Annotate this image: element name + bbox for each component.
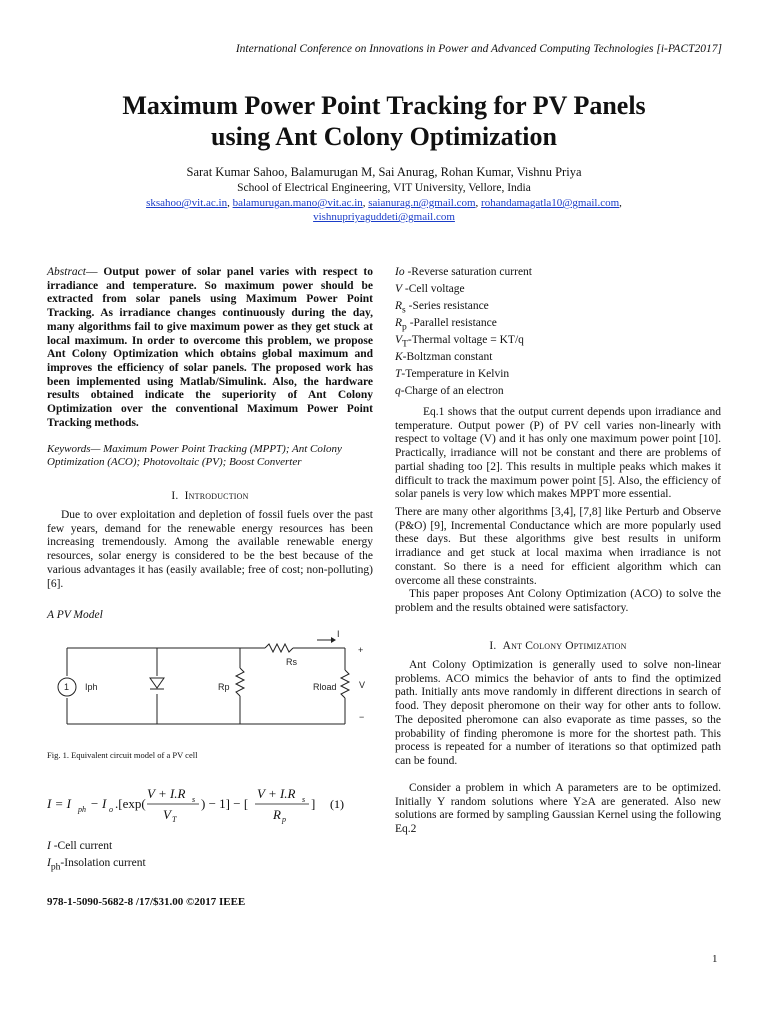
- isbn-footer: 978-1-5090-5682-8 /17/$31.00 ©2017 IEEE: [47, 896, 246, 908]
- rs-resistor-icon: [265, 644, 293, 652]
- title-line-1: Maximum Power Point Tracking for PV Panels: [122, 91, 646, 120]
- paragraph-aco-description: Ant Colony Optimization is generally used to solve non-linear problems. ACO mimics the behavior of ants to find the optimized path. Initially ants move randomly in different directions in search of food. They deposit pheromone on their way for other ants to follow. The deposited pheromone can also evaporate as time passes, so the probability of finding pheromone is more for the shortest path. This process is repeated for a number of iterations so that optimized path can be found.: [395, 659, 721, 767]
- rload-label: Rload: [313, 682, 337, 692]
- abstract-text: Output power of solar panel varies with respect to irradiance and temperature. So maximum power should be extracted from solar panels using Maximum Power Point Tracking. As irradiance changes continuously during the day, many algorithms fail to give maximum power as they get stuck at local maximum. In order to overcome this problem, we propose Ant Colony Optimization which obtains global maximum and improves the efficiency of solar panels. The proposed work has been implemented using Matlab/Simulink. Also, the hardware results obtained indicate the superiority of Ant Colony Optimization over the conventional Maximum Power Point Tracking methods.: [47, 266, 374, 429]
- minus-label: −: [359, 712, 365, 722]
- email-link[interactable]: balamurugan.mano@vit.ac.in: [232, 197, 363, 209]
- svg-text:) − 1] − [: ) − 1] − [: [201, 796, 249, 811]
- variable-item: q-Charge of an electron: [395, 385, 504, 397]
- variable-item: V -Cell voltage: [395, 283, 465, 295]
- affiliation: School of Electrical Engineering, VIT University, Vellore, India: [237, 182, 531, 194]
- author-list: Sarat Kumar Sahoo, Balamurugan M, Sai Anurag, Rohan Kumar, Vishnu Priya: [186, 165, 582, 179]
- section-title: Ant Colony Optimization: [502, 640, 627, 652]
- equation-number: (1): [330, 797, 344, 811]
- subsection-pv-model: A PV Model: [47, 609, 103, 621]
- current-label: I: [337, 629, 340, 639]
- variable-item: I -Cell current: [47, 840, 113, 852]
- rp-label: Rp: [218, 682, 230, 692]
- title-line-2: using Ant Colony Optimization: [210, 122, 557, 151]
- variable-item: $V_T$-Thermal voltage = KT/q: [395, 334, 524, 350]
- diode-icon: [150, 678, 164, 688]
- svg-text:T: T: [172, 815, 177, 824]
- variable-item: $I_{ph}$-Insolation current: [47, 857, 146, 873]
- svg-text:R: R: [273, 807, 281, 822]
- email-link[interactable]: vishnupriyaguddeti@gmail.com: [313, 211, 455, 223]
- variable-item: T-Temperature in Kelvin: [395, 368, 510, 380]
- svg-text:ph: ph: [78, 805, 86, 814]
- section-number: I.: [489, 640, 497, 652]
- rload-resistor-icon: [341, 670, 349, 698]
- section-heading-introduction: [47, 490, 373, 504]
- iph-label: Iph: [85, 682, 98, 692]
- svg-text:I = I: I = I: [47, 796, 71, 811]
- conference-header: International Conference on Innovations in Power and Advanced Computing Technologies [i-PACT2017]: [235, 43, 722, 55]
- section-heading-aco: [395, 640, 721, 654]
- page-number: 1: [712, 953, 718, 965]
- svg-text:V: V: [163, 807, 171, 822]
- svg-text:.[exp(: .[exp(: [115, 796, 146, 811]
- abstract-label: Abstract: [47, 266, 86, 278]
- section-number: I.: [171, 490, 179, 502]
- introduction-paragraph: Due to over exploitation and depletion of fossil fuels over the past few years, demand for the renewable energy resources has been increasing tremendously. Among the available renewable energy resources, solar energy is considered to be the best because of the various advantages it has (easily available; free of cost; non-polluting) [6].: [47, 509, 373, 590]
- plus-label: +: [358, 645, 364, 655]
- svg-text:p: p: [282, 815, 286, 824]
- paper-title: [0, 90, 768, 152]
- section-title: Introduction: [184, 490, 249, 502]
- svg-text:s: s: [192, 795, 196, 804]
- pv-circuit-diagram: [55, 628, 375, 738]
- svg-text:V + I.R: V + I.R: [147, 786, 186, 801]
- email-list: sksahoo@vit.ac.in, balamurugan.mano@vit.ac.in, saianurag.n@gmail.com, rohandamagatla10@gmail.com, vishnupriyaguddeti@gmail.com: [146, 197, 622, 223]
- variable-item: Io -Reverse saturation current: [395, 266, 532, 278]
- svg-text:]: ]: [311, 796, 316, 811]
- variable-list-right: [395, 266, 721, 402]
- svg-text:V + I.R: V + I.R: [257, 786, 296, 801]
- paragraph-other-algorithms: There are many other algorithms [3,4], [7,8] like Perturb and Observe (P&O) [9], Incremental Conductance which are more popularly used these days. But these algorithms give best results in uniform irradiance and get stuck at local maxima when irradiance is not constant. So there is a need for efficient algorithm which can overcome all these constraints.: [395, 506, 721, 587]
- variable-list-left: [47, 840, 373, 874]
- email-link[interactable]: saianurag.n@gmail.com: [368, 197, 476, 209]
- email-link[interactable]: sksahoo@vit.ac.in: [146, 197, 228, 209]
- email-link[interactable]: rohandamagatla10@gmail.com: [481, 197, 620, 209]
- rs-label: Rs: [286, 657, 297, 667]
- svg-text:s: s: [302, 795, 306, 804]
- paragraph-eq1-discussion: Eq.1 shows that the output current depends upon irradiance and temperature. Output power (P) of PV cell varies non-linearly with respect to voltage (V) and it has only one maximum power point [10]. Practically, irradiance will not be constant and there are problems of partial shading too [2]. This results in multiple peaks which makes it difficult to track the maximum power point [5]. Also, the efficiency of solar panels is very low which makes MPPT more essential.: [395, 406, 721, 501]
- abstract: Abstract— Output power of solar panel varies with respect to irradiance and temperature. So maximum power should be extracted from solar panels using Maximum Power Point Tracking. As irradiance changes continuously during the day, many algorithms fail to give maximum power as they get stuck at local maximum. In order to overcome this problem, we propose Ant Colony Optimization which obtains global maximum and improves the efficiency of solar panels. The proposed work has been implemented using Matlab/Simulink. Also, the hardware results obtained indicate the superiority of Ant Colony Optimization over the conventional Maximum Power Point Tracking methods.: [47, 266, 374, 429]
- rp-resistor-icon: [236, 668, 244, 696]
- svg-text:o: o: [109, 805, 113, 814]
- variable-item: $R_s$ -Series resistance: [395, 300, 489, 316]
- paragraph-proposal: This paper proposes Ant Colony Optimization (ACO) to solve the problem and the results obtained were satisfactory.: [395, 588, 721, 614]
- equation-1: [47, 786, 373, 826]
- svg-text:− I: − I: [90, 796, 107, 811]
- variable-item: K-Boltzman constant: [395, 351, 493, 363]
- variable-item: $R_p$ -Parallel resistance: [395, 317, 497, 333]
- keywords: Keywords— Maximum Power Point Tracking (MPPT); Ant Colony Optimization (ACO); Photovoltaic (PV); Boost Converter: [47, 443, 342, 468]
- voltage-label: V: [359, 680, 366, 690]
- figure-caption: Fig. 1. Equivalent circuit model of a PV cell: [47, 750, 198, 760]
- paragraph-aco-problem: Consider a problem in which A parameters are to be optimized. Initially Y random solutions where Y≥A are generated. Also new solutions are formed by sampling Gaussian Kernel using the following Eq.2: [395, 782, 721, 836]
- source-label: 1: [64, 682, 70, 692]
